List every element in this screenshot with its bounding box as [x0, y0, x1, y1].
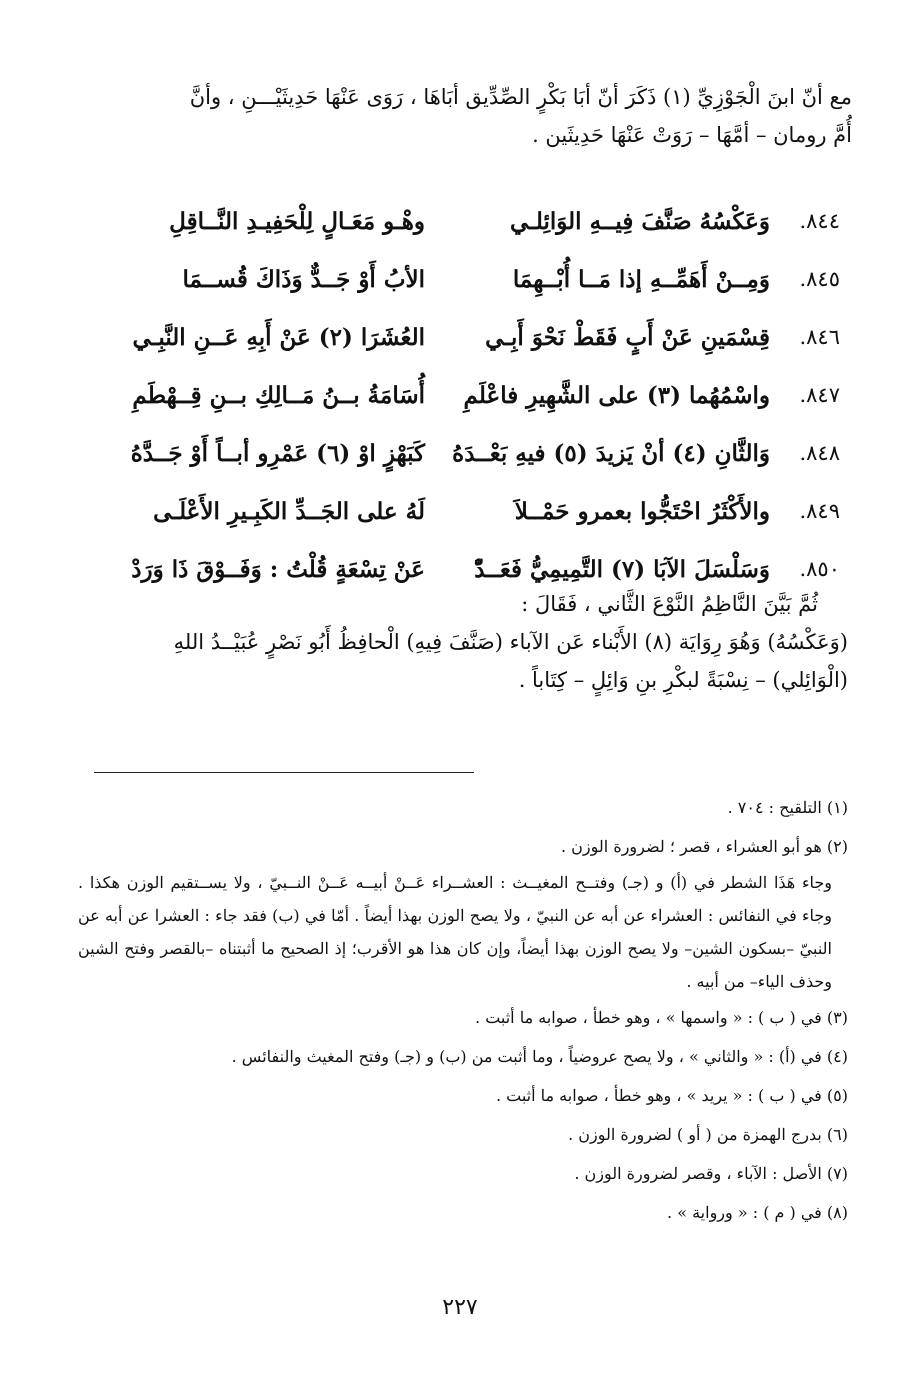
verse-number: ٨٥٠.	[799, 557, 840, 581]
verse-number: ٨٤٥.	[799, 267, 840, 291]
verse-second-hemistich: العُشَرَا (٢) عَنْ أَبِهِ عَــنِ النَّبِـي	[132, 323, 425, 351]
commentary-line: (وَعَكْسُهُ) وَهُوَ رِوَايَة (٨) الأَبْناء عَن الآباء (صَنَّفَ فِيهِ) الْحافِظُ أَبُو نَصْرٍ عُبَيْــدُ اللهِ	[173, 630, 848, 654]
commentary-line: ثُمَّ بَيَّنَ النَّاظِمُ النَّوْعَ الثَّاني ، فَقَالَ :	[521, 592, 818, 616]
verse-first-hemistich: وَعَكْسُهُ صَنَّفَ فِيــهِ الوَائِلـي	[509, 207, 770, 235]
verse-first-hemistich: وَسَلْسَلَ الآبَا (٧) التَّمِيمِيُّ فَعَــدّْ	[474, 555, 770, 583]
footnote-paragraph: وجاء هَذَا الشطر في (أ) و (جـ) وفتــح المغيــث : العشــراء عَــنْ أبيــه عَــنْ النــبيّ ، ولا يســتقيم الوزن هكذا . وجاء في النفائس : العشراء عن أبه عن النبيّ ، ولا يصح الوزن بهذا أيضاً . أمّا في (ب) فقد جاء : العشرا عن أبه عن النبيّ –بسكون الشين– ولا يصح الوزن بهذا أيضاً، وإن كان هذا هو الأقرب؛ إذ الصحيح ما أثبتناه –بالقصر وفتح الشين وحذف الياء– من أبيه .	[78, 873, 832, 991]
verse-row	[100, 424, 840, 482]
footnotes	[78, 788, 848, 1232]
verse-row	[100, 308, 840, 366]
footnote: (٢) هو أبو العشراء ، قصر ؛ لضرورة الوزن .	[561, 837, 848, 856]
commentary-line: (الْوَائِلي) – نِسْبَةً لبكْرِ بنِ وَائِلٍ – كِتَاباً .	[518, 668, 848, 692]
verse-number: ٨٤٦.	[799, 325, 840, 349]
verse-row	[100, 250, 840, 308]
verse-list	[100, 192, 840, 598]
verse-first-hemistich: والأَكْثَرُ احْتَجُّوا بعمرو حَمْــلاَ	[514, 497, 770, 525]
verse-first-hemistich: وَمِــنْ أَهَمِّــهِ إذا مَــا أُبْــهِمَا	[512, 265, 770, 293]
verse-second-hemistich: كَبَهْزٍ اوْ (٦) عَمْرِو أبــاً أَوْ جَــدَّهُ	[130, 439, 425, 467]
footnote: (٣) في ( ب ) : « واسمها » ، وهو خطأ ، صوابه ما أثبت .	[475, 1008, 848, 1027]
verse-first-hemistich: قِسْمَينِ عَنْ أَبٍ فَقَطْ نَحْوَ أَبِـي	[485, 323, 770, 351]
footnote: (٤) في (أ) : « والثاني » ، ولا يصح عروضياً ، وما أثبت من (ب) و (جـ) وفتح المغيث والنفائس .	[231, 1047, 848, 1066]
footnote: (٨) في ( م ) : « ورواية » .	[667, 1203, 848, 1222]
page-number: ٢٢٧	[442, 1295, 478, 1320]
verse-number: ٨٤٩.	[799, 499, 840, 523]
verse-number: ٨٤٨.	[799, 441, 840, 465]
footnote: (٦) بدرج الهمزة من ( أو ) لضرورة الوزن .	[568, 1125, 848, 1144]
verse-number: ٨٤٧.	[799, 383, 840, 407]
intro-paragraph	[82, 78, 852, 154]
verse-second-hemistich: وهْـو مَعَـالٍ لِلْحَفِيـدِ النَّــاقِلِ	[169, 207, 425, 235]
footnote: (١) التلقيح : ٧٠٤ .	[727, 798, 848, 817]
verse-row	[100, 482, 840, 540]
verse-number: ٨٤٤.	[799, 209, 840, 233]
verse-row	[100, 366, 840, 424]
verse-second-hemistich: أُسَامَةُ بــنُ مَــالِكِ بــنِ قِــهْطَمِ	[132, 381, 425, 409]
verse-second-hemistich: لَهُ على الجَــدِّ الكَبِـيرِ الأَعْلَـى	[153, 497, 425, 525]
verse-row	[100, 192, 840, 250]
footnote-divider	[94, 772, 474, 773]
verse-first-hemistich: واسْمُهُما (٣) على الشَّهِيرِ فاعْلَمِ	[463, 381, 770, 409]
intro-line: مع أنّ ابنَ الْجَوْزِيِّ (١) ذَكَرَ أنّ أبَا بَكْرٍ الصِّدِّيق أبَاهَا ، رَوَى عَنْهَا حَدِيثَيْـــنِ ، وأنَّ	[189, 85, 852, 109]
commentary-paragraph	[88, 585, 848, 699]
footnote: (٥) في ( ب ) : « يريد » ، وهو خطأ ، صوابه ما أثبت .	[495, 1086, 848, 1105]
verse-first-hemistich: وَالثَّانِ (٤) أنْ يَزيدَ (٥) فيهِ بَعْــدَهُ	[452, 439, 770, 467]
intro-line: أُمَّ رومان – أمَّهَا – رَوَتْ عَنْهَا حَدِيثَين .	[532, 123, 852, 147]
verse-second-hemistich: عَنْ تِسْعَةٍ قُلْتُ : وَفَــوْقَ ذَا وَرَدْ	[131, 555, 425, 583]
verse-second-hemistich: الأبُ أَوْ جَــدٌّ وَذَاكَ قُســمَا	[182, 265, 425, 293]
footnote: (٧) الأصل : الآباء ، وقصر لضرورة الوزن .	[574, 1164, 848, 1183]
